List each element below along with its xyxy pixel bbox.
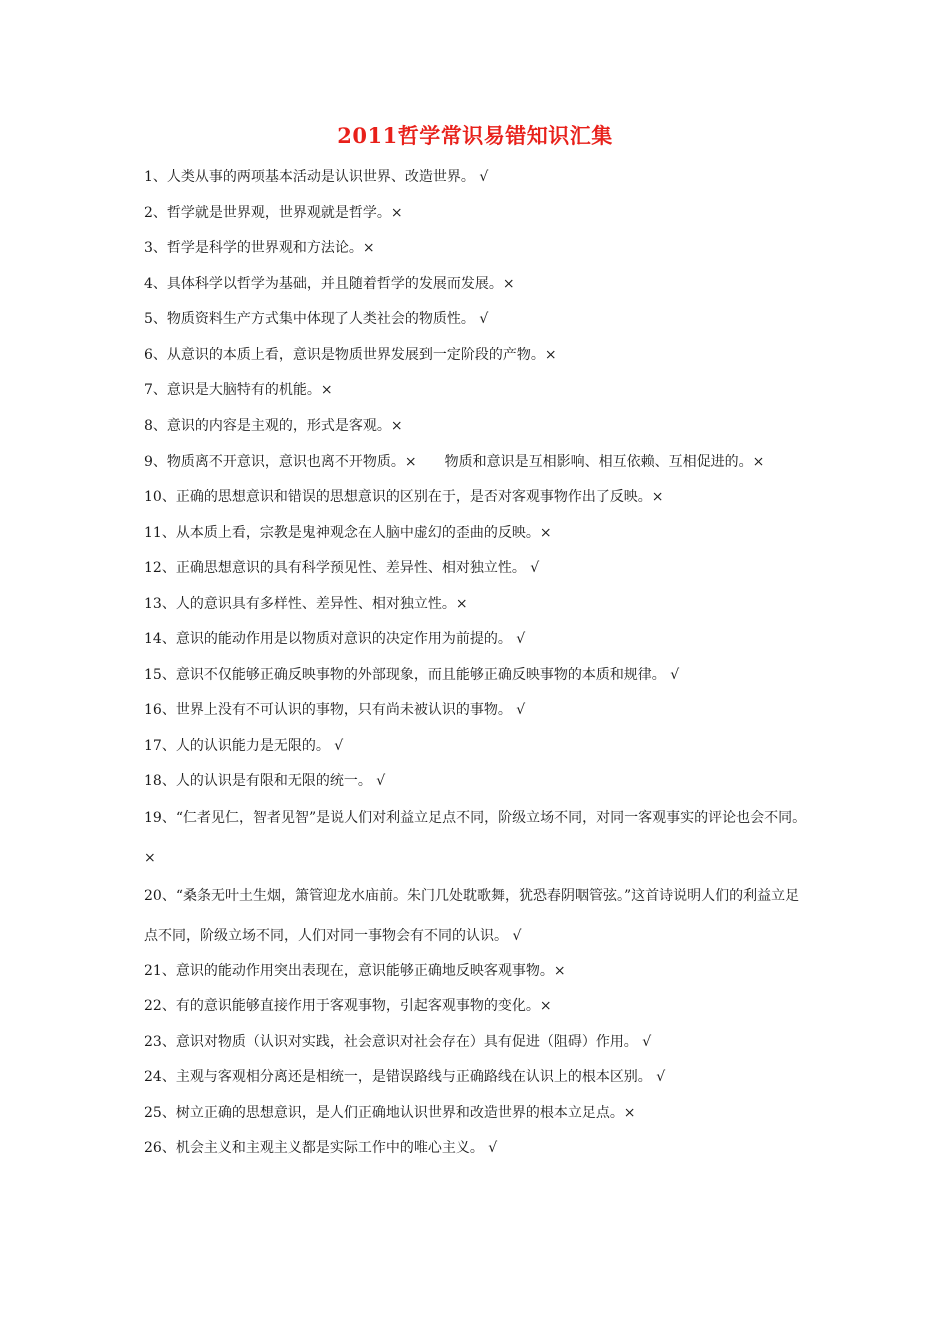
list-item: 8、意识的内容是主观的，形式是客观。× <box>144 417 403 434</box>
list-item: 3、哲学是科学的世界观和方法论。× <box>144 240 375 256</box>
list-item: 14、意识的能动作用是以物质对意识的决定作用为前提的。 √ <box>144 631 526 647</box>
list-item: 21、意识的能动作用突出表现在，意识能够正确地反映客观事物。× <box>144 962 566 979</box>
list-item: 12、正确思想意识的具有科学预见性、差异性、相对独立性。 √ <box>144 560 540 576</box>
list-item: 15、意识不仅能够正确反映事物的外部现象，而且能够正确反映事物的本质和规律。 √ <box>144 666 680 683</box>
list-item: 11、从本质上看，宗教是鬼神观念在人脑中虚幻的歪曲的反映。× <box>144 524 552 541</box>
list-item: 4、具体科学以哲学为基础，并且随着哲学的发展而发展。× <box>144 275 515 292</box>
list-item: 22、有的意识能够直接作用于客观事物，引起客观事物的变化。× <box>144 998 552 1014</box>
list-item: 25、树立正确的思想意识，是人们正确地认识世界和改造世界的根本立足点。× <box>144 1104 636 1121</box>
list-item: 17、人的认识能力是无限的。 √ <box>144 737 344 754</box>
list-item: 16、世界上没有不可认识的事物，只有尚未被认识的事物。 √ <box>144 702 526 718</box>
list-item: 6、从意识的本质上看，意识是物质世界发展到一定阶段的产物。× <box>144 346 557 363</box>
list-item: 24、主观与客观相分离还是相统一，是错误路线与正确路线在认识上的根本区别。 √ <box>144 1069 666 1085</box>
list-item: 9、物质离不开意识，意识也离不开物质。× 物质和意识是互相影响、相互依赖、互相促进的。× <box>144 454 765 470</box>
list-item: 19、“仁者见仁，智者见智”是说人们对利益立足点不同，阶级立场不同，对同一客观事实的评论也会不同。× <box>144 809 807 866</box>
list-item: 26、机会主义和主观主义都是实际工作中的唯心主义。 √ <box>144 1140 498 1156</box>
list-item: 5、物质资料生产方式集中体现了人类社会的物质性。 √ <box>144 311 489 327</box>
list-item: 10、正确的思想意识和错误的思想意识的区别在于，是否对客观事物作出了反映。× <box>144 489 664 505</box>
list-item: 7、意识是大脑特有的机能。× <box>144 382 333 398</box>
list-item: 20、“桑条无叶土生烟，箫管迎龙水庙前。朱门几处耽歌舞，犹恐春阴咽管弦。”这首诗说明人们的利益立足点不同，阶级立场不同，人们对同一事物会有不同的认识。 √ <box>144 887 800 944</box>
list-item: 13、人的意识具有多样性、差异性、相对独立性。× <box>144 595 468 612</box>
list-item: 1、人类从事的两项基本活动是认识世界、改造世界。 √ <box>144 169 489 185</box>
list-item: 18、人的认识是有限和无限的统一。 √ <box>144 773 386 789</box>
page-title: 2011哲学常识易错知识汇集 <box>337 123 613 148</box>
list-item: 23、意识对物质（认识对实践，社会意识对社会存在）具有促进（阻碍）作用。 √ <box>144 1033 652 1050</box>
statement-list <box>144 160 812 1167</box>
list-item: 2、哲学就是世界观，世界观就是哲学。× <box>144 204 403 221</box>
